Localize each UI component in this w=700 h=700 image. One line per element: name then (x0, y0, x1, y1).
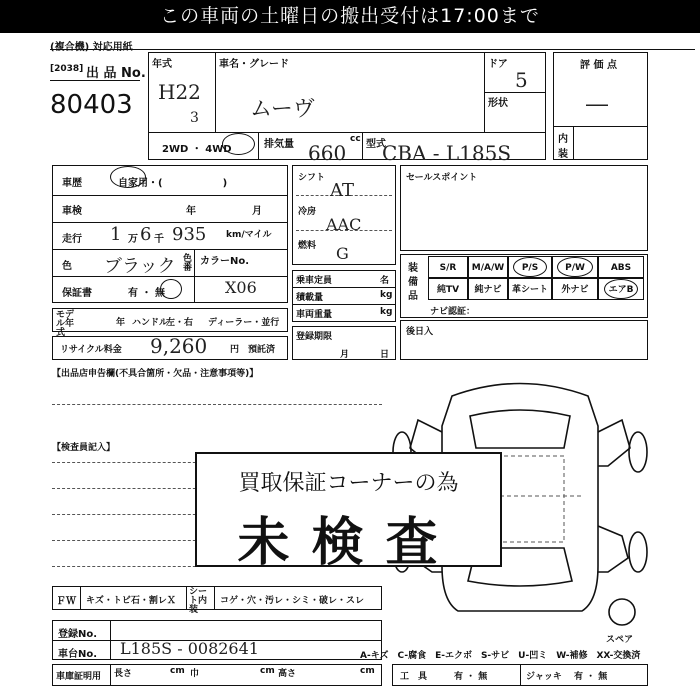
mileage-label: 走行 (62, 234, 82, 245)
width-label: 巾 (190, 669, 200, 679)
car-right-front-door (598, 420, 630, 466)
equipment-pw: P/W (552, 256, 598, 278)
load-unit: kg (380, 290, 393, 300)
inspector-label: 【検査員記入】 (52, 443, 116, 453)
hw-recycle: 9,260 (150, 334, 208, 358)
registration-no-label: 登録No. (58, 629, 98, 640)
pw-circle (557, 257, 593, 277)
seat-desc: コゲ・穴・汚レ・シミ・破レ・スレ (220, 596, 365, 606)
height-cm: cm (360, 666, 375, 676)
lot-number-label: 出 品 No. (86, 66, 146, 81)
fw-desc: キズ・トビ石・割レＸ (86, 596, 176, 606)
weight-unit: kg (380, 307, 393, 317)
handle-label: ハンドル (132, 318, 169, 328)
airbag-circle (604, 279, 638, 299)
hw-fuel: G (336, 244, 349, 263)
interior-label: 内 (558, 134, 568, 145)
length-label: 長さ (114, 669, 133, 679)
stamp-subtitle: 買取保証コーナーの為 (238, 471, 459, 496)
fuel-label: 燃料 (298, 241, 317, 251)
sales-point-label: セールスポイント (406, 173, 478, 183)
model-grade-label: 車名・グレード (219, 59, 289, 70)
tools-label: 工 具 (400, 672, 428, 682)
score-label: 評 価 点 (580, 60, 617, 71)
hw-mileage-rest: 935 (172, 224, 207, 245)
model-year-label: モデル年式 (56, 310, 75, 338)
lot-code: [2038] (50, 64, 84, 74)
inspection-label: 車検 (62, 206, 82, 217)
load-label: 積載量 (296, 293, 324, 303)
post-input-box (400, 320, 648, 360)
warranty-value: 有 ・ 無 (128, 288, 165, 299)
hw-score: ― (586, 92, 608, 117)
hw-year: H22 (158, 80, 201, 104)
color-no2-label: カラーNo. (200, 256, 250, 267)
lot-number: 80403 (50, 90, 133, 120)
shape-label: 形状 (488, 98, 508, 109)
reg-month: 月 (340, 350, 350, 360)
car-right-rear-door (598, 526, 628, 572)
mileage-units: km/マイル (226, 230, 272, 240)
equipment-ps: P/S (508, 256, 552, 278)
hw-chassis: L185S - 0082641 (120, 639, 259, 658)
hw-type: CBA - L185S (382, 141, 512, 165)
hw-displacement: 660 (308, 141, 347, 165)
warranty-label: 保証書 (62, 288, 92, 299)
hw-mileage-sen: 6 (140, 224, 152, 245)
shift-label: シフト (298, 173, 326, 183)
hw-model: ムーヴ (250, 97, 315, 122)
inspection-month: 月 (252, 206, 262, 217)
hw-door: 5 (515, 68, 528, 92)
jack-label: ジャッキ (526, 672, 562, 682)
history-value: 自家用・( ) (118, 178, 228, 189)
equipment-abs: ABS (598, 256, 644, 278)
handle-value: 左・右 (166, 318, 194, 328)
capacity-unit: 名 (380, 276, 390, 286)
private-use-circle (110, 166, 146, 188)
type-label: 型式 (366, 139, 386, 150)
chassis-no-label: 車台No. (58, 649, 98, 660)
aircon-label: 冷房 (298, 207, 317, 217)
width-cm: cm (260, 666, 275, 676)
cert-label: 車庫証明用 (56, 672, 102, 682)
length-cm: cm (170, 666, 185, 676)
spare-label: スペア (606, 635, 634, 645)
stamp-title: 未検査 (237, 513, 460, 573)
hw-shift: AT (330, 180, 355, 201)
reg-day: 日 (380, 350, 390, 360)
ps-circle (513, 257, 547, 277)
equipment-tv: 純TV (428, 278, 468, 300)
color-label: 色 (62, 261, 72, 272)
equipment-leather: 革シート (508, 278, 552, 300)
no-warranty-circle (160, 279, 182, 299)
car-windshield (470, 410, 570, 448)
right-rear-wheel (629, 532, 647, 572)
year-label: 年式 (152, 59, 172, 70)
door-label: ドア (488, 59, 508, 70)
jack-value: 有 ・ 無 (574, 672, 608, 682)
header-divider (50, 49, 695, 50)
post-input-label: 後日入 (406, 327, 434, 337)
right-front-wheel (629, 432, 647, 472)
fw-label: ＦＷ (56, 596, 76, 607)
recycle-deposit: 預託済 (248, 345, 276, 355)
weight-label: 車両重量 (296, 310, 333, 320)
equipment-maw: M/A/W (468, 256, 508, 278)
displacement-label: 排気量 (264, 139, 294, 150)
inspection-year: 年 (186, 206, 196, 217)
drive-label: 2WD ・ 4WD (162, 144, 232, 155)
equipment-label: 装備品 (408, 263, 418, 302)
height-label: 高さ (278, 669, 297, 679)
equipment-ext-navi: 外ナビ (552, 278, 598, 300)
history-label: 車歴 (62, 178, 82, 189)
exterior-label: 装 (558, 149, 568, 160)
dealer-label: ディーラー・並行 (208, 318, 280, 328)
seat-label: シート内装 (189, 587, 208, 615)
lot-underline (50, 80, 140, 81)
model-year-char: 年 (116, 318, 126, 328)
equipment-sr: S/R (428, 256, 468, 278)
tools-value: 有 ・ 無 (454, 672, 488, 682)
navi-license-label: ナビ認証： (430, 307, 476, 317)
uninspected-stamp (195, 452, 502, 573)
4wd-circle (222, 133, 255, 155)
equipment-navi: 純ナビ (468, 278, 508, 300)
color-no-label: 色番 (181, 253, 191, 271)
spare-tire (609, 599, 635, 625)
form-type-label: (複合機) 対応用紙 (50, 42, 133, 53)
cert-box (52, 664, 382, 686)
hw-month: 3 (190, 110, 199, 126)
recycle-label: リサイクル料金 (60, 345, 122, 355)
hw-aircon: AAC (326, 215, 362, 234)
recycle-unit: 円 (230, 345, 240, 355)
cc-unit: cc (350, 134, 361, 144)
mileage-sen-unit: 千 (154, 234, 164, 245)
hw-mileage-man: 1 (110, 224, 122, 245)
mileage-man-unit: 万 (128, 234, 138, 245)
declaration-label: 【出品店申告欄(不具合箇所・欠品・注意事項等)】 (52, 369, 259, 379)
capacity-label: 乗車定員 (296, 276, 333, 286)
hw-color-no: X06 (225, 278, 257, 297)
hw-color: ブラック (104, 256, 176, 277)
damage-legend: A-キズ C-腐食 E-エクボ S-サビ U-凹ミ W-補修 XX-交換済 (360, 651, 641, 661)
equipment-airbag: エアB (598, 278, 644, 300)
reg-expiry-label: 登録期限 (296, 332, 333, 342)
saturday-pickup-banner: この車両の土曜日の搬出受付は17:00まで (0, 0, 700, 33)
